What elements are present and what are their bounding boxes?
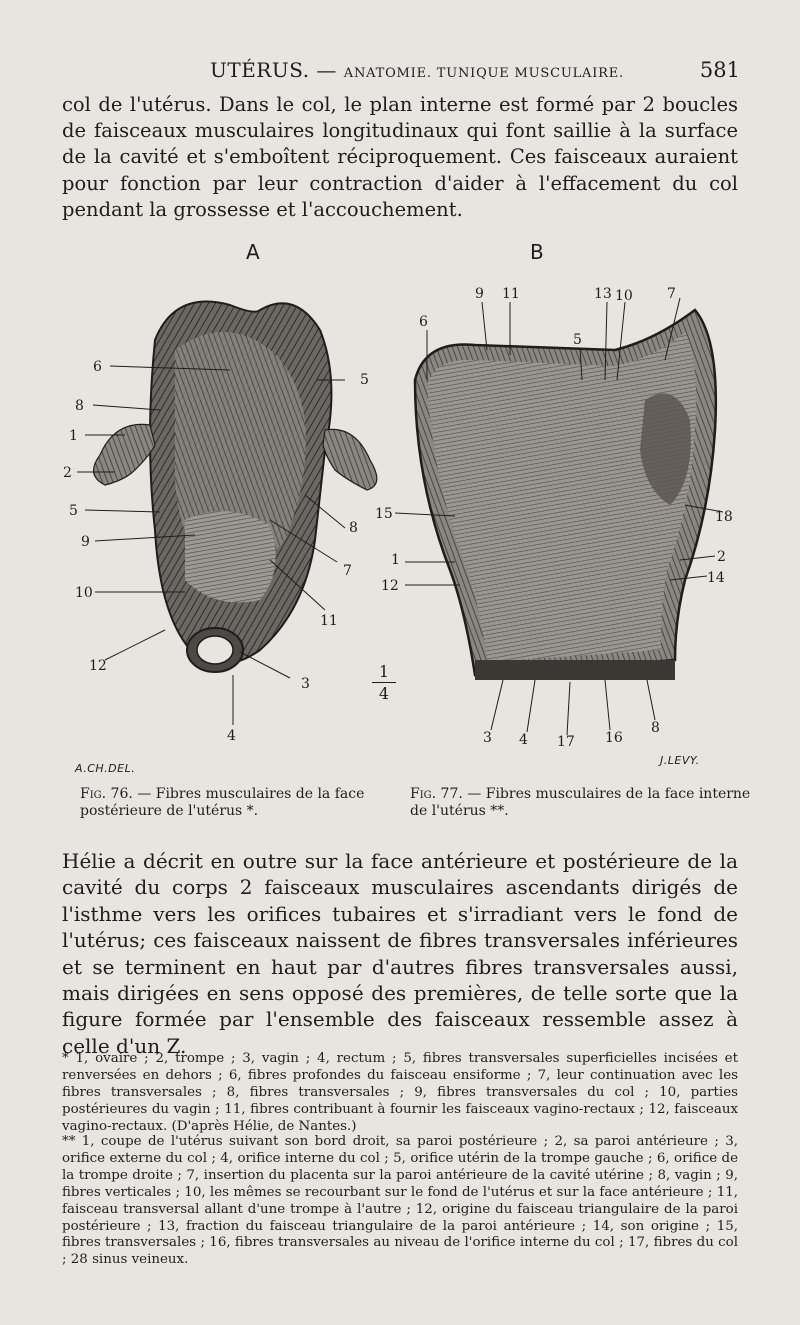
callout-a-13: 3	[301, 676, 310, 692]
running-title	[210, 58, 624, 82]
callout-b-3: 6	[419, 314, 428, 330]
artist-credit-left: A.CH.DEL.	[75, 762, 136, 775]
anatomical-engraving	[55, 280, 745, 780]
callout-b-16: 17	[557, 734, 575, 750]
callout-a-5: 5	[69, 503, 78, 519]
callout-b-4: 5	[573, 332, 582, 348]
caption-fig-76	[80, 786, 380, 820]
body-paragraph-1: col de l'utérus. Dans le col, le plan interne est formé par 2 boucles de faisceaux musculaires longitudinaux qui font saillie à la surface de la cavité et s'emboîtent réciproquement. Ces faisceaux auraient pour fonction par leur contraction d'aider à l'effacement du col pendant la grossesse et l'accouchement.	[62, 93, 738, 221]
callout-a-1: 6	[93, 359, 102, 375]
callout-b-8: 15	[375, 506, 393, 522]
scale-fraction	[372, 662, 396, 703]
callout-a-10: 8	[349, 520, 358, 536]
callout-a-3: 1	[69, 428, 78, 444]
running-title-main: UTÉRUS.	[210, 58, 310, 82]
figure-b-uterus	[375, 286, 733, 750]
callout-a-7: 10	[75, 585, 93, 601]
figure-a-uterus	[63, 302, 377, 744]
caption-fig-77	[410, 786, 760, 820]
callout-b-5: 13	[594, 286, 612, 302]
running-header	[60, 58, 740, 88]
page-number: 581	[699, 58, 740, 82]
callout-b-15: 4	[519, 732, 528, 748]
callout-b-1: 9	[475, 286, 484, 302]
callout-a-9: 5	[360, 372, 369, 388]
body-paragraph-2: Hélie a décrit en outre sur la face antérieure et postérieure de la cavité du corps 2 faisceaux musculaires ascendants dirigés de l'isthme vers les orifices tubaires et s'irradiant vers le fond de l'utérus; ces faisceaux naissent de fibres transversales inférieures et se terminent en haut par d'autres fibres transversales aussi, mais dirigées en sens opposé des premières, de telle sorte que la figure formée par l'ensemble des faisceaux ressemble assez à celle d'un Z.	[62, 849, 738, 1058]
callout-b-11: 18	[715, 509, 733, 525]
callout-a-8: 12	[89, 658, 107, 674]
running-title-rest: ANATOMIE. TUNIQUE MUSCULAIRE.	[343, 66, 624, 81]
callout-b-17: 16	[605, 730, 623, 746]
callout-a-11: 7	[343, 563, 352, 579]
caption-fig-76-label: Fig. 76.	[80, 786, 133, 802]
scale-denominator: 4	[378, 684, 390, 703]
running-title-dash: —	[309, 58, 344, 82]
callout-a-2: 8	[75, 398, 84, 414]
callout-b-9: 1	[391, 552, 400, 568]
callout-b-2: 11	[502, 286, 520, 302]
callout-b-7: 7	[667, 286, 676, 302]
callout-a-4: 2	[63, 465, 72, 481]
caption-fig-77-label: Fig. 77.	[410, 786, 463, 802]
callout-b-18: 8	[651, 720, 660, 736]
callout-a-6: 9	[81, 534, 90, 550]
callout-b-6: 10	[615, 288, 633, 304]
footnote-fig-77: ** 1, coupe de l'utérus suivant son bord droit, sa paroi postérieure ; 2, sa paroi antérieure ; 3, orifice externe du col ; 4, orifice interne du col ; 5, orifice utérin de la trompe gauche ; 6, orifice de la trompe droite ; 7, insertion du placenta sur la paroi antérieure de la cavité utérine ; 8, vagin ; 9, fibres verticales ; 10, les mêmes se recourbant sur le fond de l'utérus et sur la face antérieure ; 11, faisceau transversal allant d'une trompe à l'autre ; 12, origine du faisceau triangulaire de la paroi postérieure ; 13, fraction du faisceau triangulaire de la paroi antérieure ; 14, son origine ; 15, fibres transversales ; 16, fibres transversales au niveau de l'orifice interne du col ; 17, fibres du col ; 28 sinus veineux.	[62, 1134, 738, 1268]
caption-fig-77-text: — Fibres musculaires de la face interne de l'utérus **.	[410, 786, 751, 819]
figure-label-a: A	[246, 240, 260, 264]
footnote-fig-76: * 1, ovaire ; 2, trompe ; 3, vagin ; 4, rectum ; 5, fibres transversales superficielles incisées et renversées en dehors ; 6, fibres profondes du faisceau ensiforme ; 7, leur continuation avec les fibres transversales ; 8, fibres transversales ; 9, fibres transversales du col ; 10, parties postérieures du vagin ; 11, fibres contribuant à fournir les faisceaux vagino-rectaux ; 12, faisceaux vagino-rectaux. (D'après Hélie, de Nantes.)	[62, 1051, 738, 1134]
callout-b-13: 14	[707, 570, 725, 586]
caption-fig-76-text: — Fibres musculaires de la face postérieure de l'utérus *.	[80, 786, 365, 819]
callout-b-12: 2	[717, 549, 726, 565]
callout-b-14: 3	[483, 730, 492, 746]
callout-a-14: 4	[227, 728, 236, 744]
scale-bar	[372, 682, 396, 683]
callout-b-10: 12	[381, 578, 399, 594]
artist-credit-right: J.LEVY.	[660, 754, 700, 767]
figure-label-b: B	[530, 240, 544, 264]
scale-numerator: 1	[378, 662, 390, 681]
callout-a-12: 11	[320, 613, 338, 629]
